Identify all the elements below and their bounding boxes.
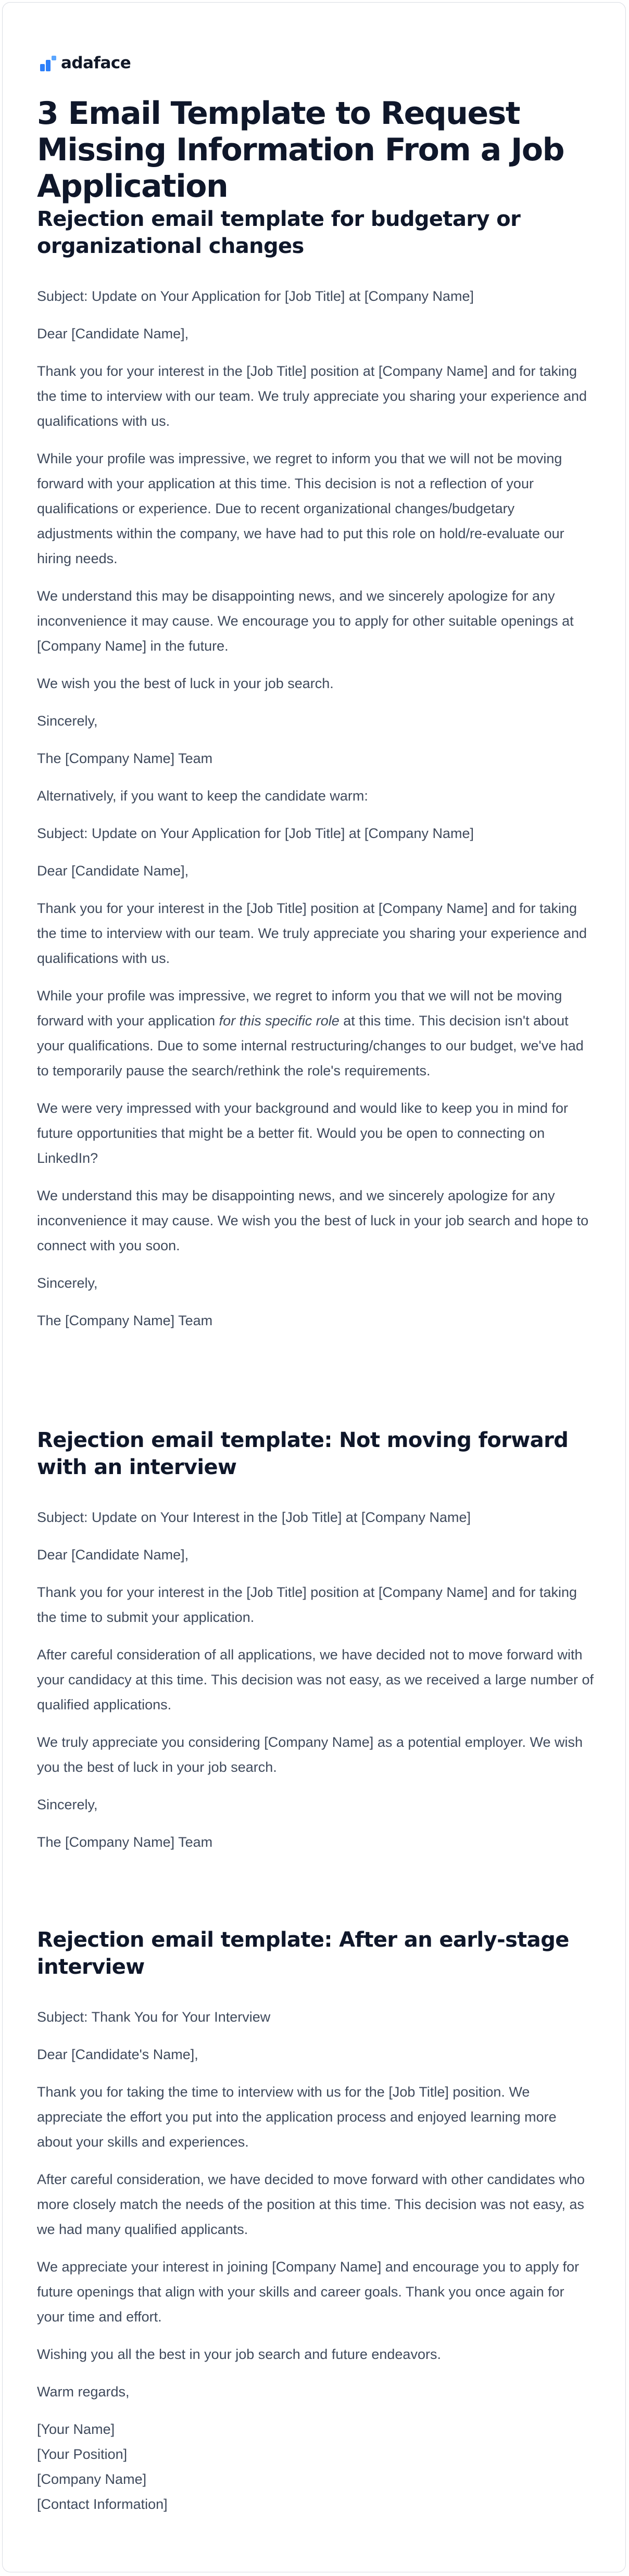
paragraph-text: While your profile was impressive, we regret to inform you that we will not be moving forward with your application: [37, 988, 562, 1029]
email-paragraph: We were very impressed with your background and would like to keep you in mind for future opportunities that might be a better fit. Would you be open to connecting on LinkedIn?: [37, 1100, 569, 1166]
email-subject: Subject: Update on Your Application for [Job Title] at [Company Name]: [37, 826, 474, 841]
email-paragraph: Thank you for your interest in the [Job Title] position at [Company Name] and for taking the time to interview with our team. We truly appreciate you sharing your experience and qualifications with us.: [37, 363, 587, 429]
email-paragraph: We understand this may be disappointing news, and we sincerely apologize for any inconvenience it may cause. We encourage you to apply for other suitable openings at [Company Name] in the future.: [37, 588, 574, 654]
section-budgetary-changes: [37, 206, 594, 1346]
signature-position: [Your Position]: [37, 2446, 128, 2462]
email-subject: Subject: Thank You for Your Interview: [37, 2009, 271, 2025]
alternative-intro: Alternatively, if you want to keep the candidate warm:: [37, 788, 368, 804]
email-greeting: Dear [Candidate Name],: [37, 326, 189, 341]
email-signature: The [Company Name] Team: [37, 751, 213, 766]
page-title: 3 Email Template to Request Missing Information From a Job Application: [37, 95, 564, 205]
email-paragraph: After careful consideration, we have decided to move forward with other candidates who more closely match the needs of the position at this time. This decision was not easy, as we had many qualified applicants.: [37, 2172, 585, 2237]
signature-name: [Your Name]: [37, 2421, 115, 2437]
email-paragraph: Wishing you all the best in your job search and future endeavors.: [37, 2346, 441, 2362]
section-heading: Rejection email template for budgetary or organizational changes: [37, 207, 521, 258]
email-signoff: Sincerely,: [37, 1275, 98, 1291]
email-subject: Subject: Update on Your Interest in the [Job Title] at [Company Name]: [37, 1509, 471, 1525]
article-card: [2, 2, 626, 2572]
email-paragraph: We understand this may be disappointing news, and we sincerely apologize for any inconvenience it may cause. We wish you the best of luck in your job search and hope to connect with you soon.: [37, 1188, 589, 1253]
email-paragraph: We wish you the best of luck in your job search.: [37, 676, 334, 691]
section-early-stage-interview: [37, 1926, 594, 2529]
email-greeting: Dear [Candidate Name],: [37, 1547, 189, 1563]
email-signature-block: [37, 2417, 594, 2517]
signature-company: [Company Name]: [37, 2471, 147, 2487]
signature-contact: [Contact Information]: [37, 2496, 168, 2512]
email-paragraph: We truly appreciate you considering [Company Name] as a potential employer. We wish you the best of luck in your job search.: [37, 1734, 583, 1775]
section-no-interview: [37, 1427, 594, 1867]
email-paragraph: Thank you for your interest in the [Job Title] position at [Company Name] and for taking the time to submit your application.: [37, 1584, 577, 1625]
email-signature: The [Company Name] Team: [37, 1313, 213, 1328]
email-greeting: Dear [Candidate Name],: [37, 863, 189, 879]
paragraph-text: at this time. This decision isn't about your qualifications. Due to some internal restructuring/changes to our budget, we've had to temporarily pause the search/rethink the role's requirements.: [37, 1013, 584, 1078]
email-subject: Subject: Update on Your Application for [Job Title] at [Company Name]: [37, 288, 474, 304]
email-paragraph: [37, 983, 594, 1083]
email-paragraph: Thank you for your interest in the [Job Title] position at [Company Name] and for taking the time to interview with our team. We truly appreciate you sharing your experience and qualifications with us.: [37, 900, 587, 966]
brand-logo[interactable]: [40, 53, 131, 73]
brand-name: adaface: [61, 54, 131, 72]
email-paragraph: While your profile was impressive, we regret to inform you that we will not be moving forward with your application at this time. This decision is not a reflection of your qualifications or experience. Due to recent organizational changes/budgetary adjustments within the company, we have had to put this role on hold/re-evaluate our hiring needs.: [37, 451, 564, 566]
email-greeting: Dear [Candidate's Name],: [37, 2047, 198, 2062]
email-paragraph: Thank you for taking the time to interview with us for the [Job Title] position. We appreciate the effort you put into the application process and enjoyed learning more about your skills and experiences.: [37, 2084, 557, 2150]
email-paragraph: After careful consideration of all applications, we have decided not to move forward with your candidacy at this time. This decision was not easy, as we received a large number of qualified applications.: [37, 1647, 594, 1712]
email-signoff: Sincerely,: [37, 713, 98, 729]
email-signature: The [Company Name] Team: [37, 1834, 213, 1850]
section-heading: Rejection email template: After an early-stage interview: [37, 1928, 569, 1979]
email-signoff: Sincerely,: [37, 1797, 98, 1812]
section-heading: Rejection email template: Not moving forward with an interview: [37, 1428, 569, 1479]
email-signoff: Warm regards,: [37, 2384, 130, 2400]
email-paragraph: We appreciate your interest in joining [Company Name] and encourage you to apply for future openings that align with your skills and career goals. Thank you once again for your time and effort.: [37, 2259, 580, 2325]
emphasized-text: for this specific role: [219, 1013, 339, 1029]
adaface-logo-icon: [40, 55, 57, 71]
